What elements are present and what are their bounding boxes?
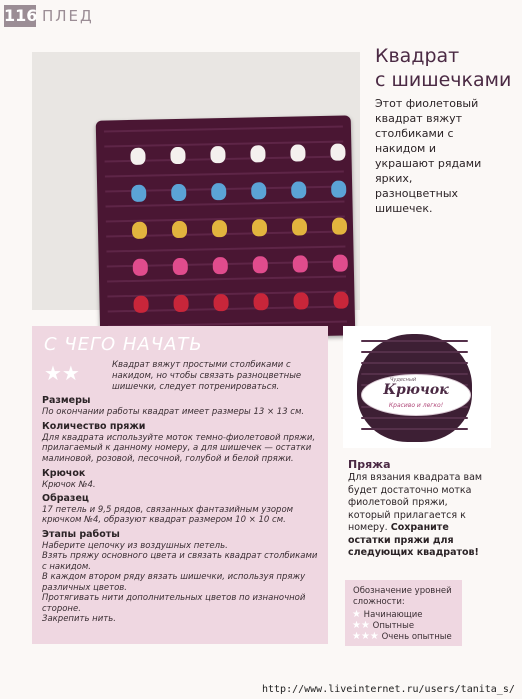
yarn-brand-small: Чудесный [390, 377, 417, 383]
steps-heading: Этапы работы [42, 529, 120, 540]
article-intro: Этот фиолетовый квадрат вяжут столбиками с накидом и украшают рядами ярких, разноцветных шишечек. [375, 97, 482, 215]
sample-heading: Образец [42, 493, 89, 504]
yarn-label [361, 374, 471, 416]
legend-label: Опытные [372, 621, 415, 631]
title-line-2: с шишечками [375, 69, 512, 91]
bobble [173, 295, 188, 312]
legend-item [352, 631, 452, 642]
yarn-brand: Крючок [383, 382, 449, 398]
bobble [210, 146, 225, 163]
page-number: 116 [4, 6, 38, 25]
bobble [253, 293, 268, 310]
bobble [251, 182, 266, 199]
bobble [170, 147, 185, 164]
step-item: В каждом втором ряду вязать шишечки, используя пряжу различных цветов. [42, 572, 306, 593]
legend-title: Обозначение уровней сложности: [353, 586, 452, 607]
step-item: Протягивать нити дополнительных цветов по изнаночной стороне. [42, 593, 306, 614]
stitch-row [104, 126, 343, 133]
bobble [133, 259, 148, 276]
crochet-square [96, 115, 356, 340]
bobble [211, 183, 226, 200]
info-note: Квадрат вяжут простыми столбиками с накидом, но чтобы связать разноцветные шишечки, следует потренироваться. [112, 360, 302, 392]
yarn-ball [357, 334, 472, 442]
bobble [293, 292, 308, 309]
yarn-tagline: Красиво и легко! [388, 402, 444, 409]
stitch-row [107, 275, 346, 282]
sizes-text: По окончании работы квадрат имеет размеры 13 × 13 см. [42, 406, 305, 417]
yarn-strand [361, 362, 468, 364]
yarn-text: Для вязания квадрата вам будет достаточно мотка фиолетовой пряжи, который прилагается к номеру. [348, 472, 483, 533]
legend-label: Очень опытные [381, 632, 452, 642]
steps-block [42, 530, 324, 625]
legend-item [352, 620, 414, 631]
stitch-row [105, 171, 344, 178]
bobble [332, 217, 347, 234]
bobble [331, 180, 346, 197]
section-title: ПЛЕД [42, 7, 94, 25]
bobble [213, 294, 228, 311]
yarn-heading: Пряжа [348, 458, 391, 471]
legend-label: Начинающие [363, 610, 423, 620]
info-heading: С ЧЕГО НАЧАТЬ [44, 334, 203, 355]
article-title [375, 44, 515, 92]
bobble [213, 257, 228, 274]
bobble [173, 258, 188, 275]
yarn-qty-block [42, 422, 324, 464]
step-item: Наберите цепочку из воздушных петель. [42, 540, 228, 551]
stitch-row [104, 141, 343, 148]
bobble [253, 256, 268, 273]
title-line-1: Квадрат [375, 45, 460, 67]
bobble [212, 220, 227, 237]
bobble [292, 218, 307, 235]
star-icon: ★★ [352, 620, 370, 631]
yarn-strand [361, 351, 468, 353]
page-header [0, 0, 522, 30]
difficulty-legend [345, 580, 462, 646]
info-panel [32, 326, 328, 644]
bobble [291, 181, 306, 198]
sample-text: 17 петель и 9,5 рядов, связанных фантазийным узором крючком №4, образуют квадрат размером 10 × 10 см. [42, 504, 294, 525]
bobble [290, 144, 305, 161]
bobble [133, 296, 148, 313]
hook-text: Крючок №4. [42, 479, 96, 490]
bobble [172, 221, 187, 238]
yarn-strand [361, 428, 468, 430]
step-item: Закрепить нить. [42, 614, 116, 624]
legend-item [352, 609, 423, 620]
yarn-qty-text: Для квадрата используйте моток темно-фиолетовой пряжи, прилагаемый к данному номеру, а для шишечек — остатки малиновой, розовой, песочной, голубой и белой пряжи. [42, 432, 316, 464]
bobble [131, 185, 146, 202]
star-icon: ★ [352, 609, 361, 620]
difficulty-stars: ★★ [44, 361, 80, 385]
bobble [171, 184, 186, 201]
bobble [293, 255, 308, 272]
hook-heading: Крючок [42, 468, 86, 479]
yarn-strand [361, 340, 468, 342]
sample-block [42, 494, 324, 526]
yarn-bold-text: Сохраните остатки пряжи для следующих квадратов! [348, 522, 479, 558]
square-photo [32, 52, 360, 310]
bobble [132, 222, 147, 239]
sizes-heading: Размеры [42, 395, 91, 406]
bobble [250, 145, 265, 162]
stitch-row [106, 245, 345, 252]
yarn-strand [361, 417, 468, 419]
yarn-text-block [348, 472, 488, 560]
bobble [330, 143, 345, 160]
bobble [333, 254, 348, 271]
hook-block [42, 469, 324, 490]
bobble [252, 219, 267, 236]
bobble [130, 148, 145, 165]
star-icon: ★★★ [352, 631, 379, 642]
bobble [333, 291, 348, 308]
watermark-url: http://www.liveinternet.ru/users/tanita_s/ [262, 684, 515, 695]
yarn-photo [343, 326, 491, 448]
sizes-block [42, 396, 324, 417]
step-item: Взять пряжу основного цвета и связать квадрат столбиками с накидом. [42, 551, 318, 572]
yarn-qty-heading: Количество пряжи [42, 421, 146, 432]
